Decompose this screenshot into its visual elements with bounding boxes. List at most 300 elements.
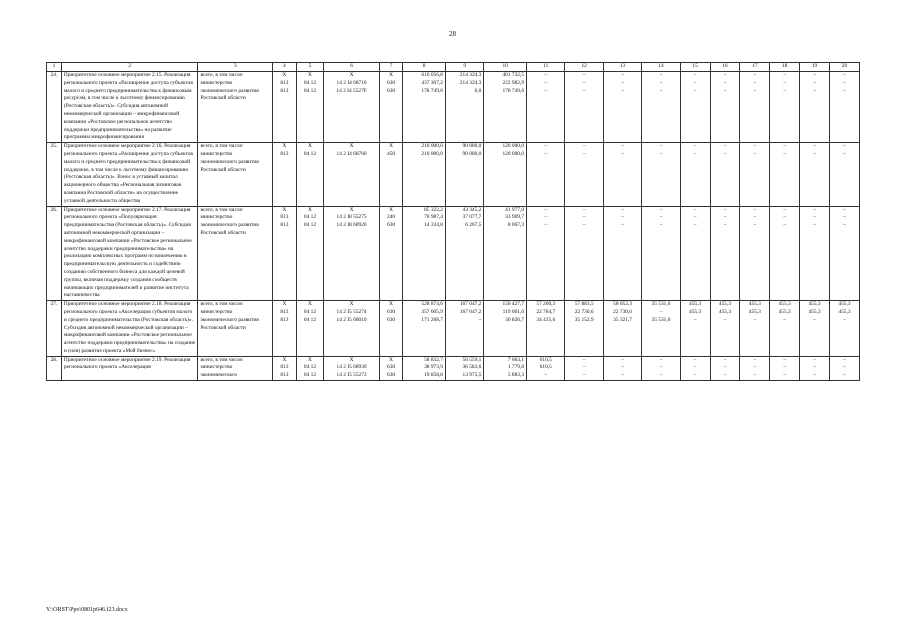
cell-line: – (582, 87, 586, 94)
table-row (47, 301, 860, 357)
cell-c10 (484, 206, 527, 301)
cell-line: 58 052,3 (613, 301, 632, 308)
cell-line: – (723, 316, 727, 323)
cell-line: 630 (387, 316, 396, 323)
cell-line: 813 (280, 79, 289, 86)
cell-line: – (783, 206, 787, 213)
cell-line: – (723, 72, 727, 78)
cell-year-18 (770, 72, 800, 143)
cell-line: – (843, 372, 846, 379)
cell-line: – (621, 150, 624, 157)
cell-year-12 (565, 356, 603, 380)
cell-line: – (783, 316, 787, 323)
cell-line: 38 973,9 (424, 364, 443, 371)
cell-year-16 (710, 143, 740, 206)
cell-line: 8 067,3 (507, 222, 525, 229)
cell-line: 455,3 (838, 308, 851, 315)
cell-line: – (843, 222, 846, 229)
cell-line: – (843, 356, 846, 363)
cell-line: 04 12 (303, 214, 317, 221)
cell-line: 813 (280, 214, 289, 221)
cell-c3 (198, 301, 273, 357)
column-header: 18 (770, 63, 800, 72)
cell-line: 58 832,7 (424, 356, 443, 363)
cell-line: – (753, 372, 757, 379)
cell-line: X (282, 301, 287, 308)
cell-line: – (783, 143, 787, 150)
column-header: 14 (642, 63, 680, 72)
cell-line: 455,3 (808, 301, 821, 308)
cell-line: 35 531,6 (651, 301, 671, 308)
cell-c10 (484, 301, 527, 357)
cell-line: – (621, 72, 624, 78)
cell-line: – (544, 206, 548, 213)
cell-year-16 (710, 356, 740, 380)
cell-line: – (659, 222, 663, 229)
cell-line: 167 047,2 (459, 301, 482, 308)
cell-line: – (621, 87, 624, 94)
cell-line: 630 (387, 79, 396, 86)
executor-line: министерство экономического развития Ростовской области (200, 308, 259, 331)
cell-line: 455,3 (718, 301, 732, 308)
cell-c3 (198, 356, 273, 380)
measure-description: Приоритетное основное мероприятие 2.18. Реализация регионального проекта «Акселерация субъектов малого и среднего предпринимательства (Ростовская область)». Субсидия автономной некоммерческой организации – микрофинансовой компании «Ростовское региональное агентство поддержки предпринимательства» на создание и (или) развитие проекта «Мой бизнес» (61, 301, 198, 357)
cell-line: 813 (280, 308, 289, 315)
cell-year-12 (565, 206, 603, 301)
budget-table (46, 62, 860, 381)
cell-line: 04 12 (303, 87, 317, 94)
cell-line: 222 982,9 (502, 79, 525, 86)
cell-line: 171 268,7 (421, 316, 443, 323)
cell-line: 0,0 (474, 87, 482, 94)
executor-line: всего, в том числе: (200, 72, 244, 78)
cell-line: X (389, 72, 394, 78)
cell-line: – (813, 206, 816, 213)
cell-line: – (843, 143, 846, 150)
cell-line: – (723, 214, 727, 221)
cell-year-13 (603, 356, 641, 380)
cell-year-18 (770, 301, 800, 357)
cell-line: – (783, 79, 787, 86)
cell-line: – (783, 364, 787, 371)
cell-line: 813 (280, 316, 289, 323)
cell-line: 14 2 I4 68710 (336, 79, 367, 86)
cell-year-19 (800, 356, 830, 380)
cell-line: X (282, 143, 287, 150)
cell-line: – (693, 206, 697, 213)
cell-line: 04 12 (303, 222, 317, 229)
cell-line: – (693, 316, 697, 323)
cell-year-16 (710, 206, 740, 301)
cell-line: 14 2 I5 68930 (336, 364, 367, 371)
cell-c4 (273, 301, 296, 357)
cell-line: 630 (387, 372, 396, 379)
executor-line: министерство экономического развития Ростовской области (200, 79, 259, 102)
cell-line: X (308, 143, 312, 150)
column-header: 3 (198, 63, 273, 72)
cell-line: – (813, 79, 816, 86)
cell-line: 22 730,6 (574, 308, 594, 315)
cell-line: – (693, 364, 697, 371)
cell-line: – (693, 79, 697, 86)
cell-c8 (403, 72, 446, 143)
cell-line: 35 152,9 (574, 316, 594, 323)
column-number-row (47, 63, 860, 72)
cell-line: – (813, 87, 816, 94)
cell-line: – (783, 356, 787, 363)
cell-line: 357 605,9 (421, 308, 443, 315)
cell-line: – (753, 143, 757, 150)
cell-line: – (544, 150, 548, 157)
cell-line: X (389, 206, 394, 213)
cell-line: – (753, 72, 757, 78)
cell-line: X (349, 143, 354, 150)
column-header: 20 (829, 63, 859, 72)
cell-year-11 (527, 356, 565, 380)
cell-c10 (484, 72, 527, 143)
cell-line: 455,3 (689, 301, 702, 308)
cell-line: – (753, 222, 757, 229)
cell-c5 (296, 301, 324, 357)
column-header: 19 (800, 63, 830, 72)
cell-year-19 (800, 143, 830, 206)
cell-line: 41 977,0 (505, 206, 525, 213)
cell-line: 178 749,6 (502, 87, 525, 94)
cell-line: 630 (387, 222, 396, 229)
cell-line: – (544, 222, 548, 229)
cell-line: 04 12 (303, 308, 317, 315)
cell-line: – (582, 143, 586, 150)
cell-line: – (621, 356, 624, 363)
cell-line: – (723, 364, 727, 371)
cell-line: – (582, 364, 586, 371)
cell-line: – (582, 72, 586, 78)
cell-year-17 (740, 356, 770, 380)
cell-line: 22 730,6 (613, 308, 632, 315)
executor-line: всего, в том числе: (200, 206, 244, 213)
cell-line: 35 321,7 (613, 316, 632, 323)
cell-line: X (308, 72, 312, 78)
cell-c7 (379, 72, 402, 143)
cell-line: 70 987,4 (424, 214, 443, 221)
cell-line: X (282, 206, 287, 213)
cell-line: 14 334,8 (424, 222, 443, 229)
table-row (47, 356, 860, 380)
cell-line: X (282, 356, 287, 363)
cell-c10 (484, 356, 527, 380)
cell-c5 (296, 356, 324, 380)
cell-line: X (349, 356, 354, 363)
cell-year-19 (800, 206, 830, 301)
cell-line: – (783, 150, 787, 157)
cell-line: 401 732,5 (502, 72, 525, 78)
cell-line: – (783, 72, 787, 78)
cell-line: – (693, 150, 697, 157)
cell-line: – (621, 143, 624, 150)
cell-c5 (296, 206, 324, 301)
column-header: 4 (273, 63, 296, 72)
measure-description: Приоритетное основное мероприятие 2.15. Реализация регионального проекта «Расширение доступа субъектов малого и среднего предпринимательства к финансовым ресурсам, в том числе к льготному финансированию (Ростовская область)». Субсидия автономной некоммерческой организации – микрофинансовой компании «Ростовское региональное агентство поддержки предпринимательства» на развитие программы микрофинансирования (61, 72, 198, 143)
cell-line: 455,3 (689, 308, 702, 315)
cell-line: – (659, 143, 663, 150)
cell-line: 04 12 (303, 150, 317, 157)
cell-year-12 (565, 143, 603, 206)
cell-year-18 (770, 356, 800, 380)
cell-c3 (198, 72, 273, 143)
cell-line: – (813, 143, 816, 150)
cell-line: – (723, 79, 727, 86)
cell-line: – (659, 79, 663, 86)
cell-c8 (403, 356, 446, 380)
cell-line: 119 601,0 (502, 308, 525, 315)
cell-line: – (621, 372, 624, 379)
cell-line: 630 (387, 87, 396, 94)
row-number: 27. (47, 301, 62, 357)
cell-line: 813 (280, 87, 289, 94)
cell-line: 36 583,6 (462, 364, 482, 371)
cell-line: – (843, 72, 846, 78)
column-header: 17 (740, 63, 770, 72)
cell-line: 1 779,8 (507, 364, 525, 371)
cell-year-14 (642, 143, 680, 206)
cell-line: 50 559,1 (462, 356, 482, 363)
cell-c9 (445, 206, 483, 301)
column-header: 13 (603, 63, 641, 72)
cell-year-13 (603, 72, 641, 143)
cell-line: – (621, 79, 624, 86)
cell-year-16 (710, 301, 740, 357)
cell-line: – (582, 214, 586, 221)
cell-line: 437 307,2 (421, 79, 443, 86)
cell-line: X (389, 356, 394, 363)
cell-line: – (843, 79, 846, 86)
cell-line: X (308, 301, 312, 308)
cell-line: – (753, 214, 757, 221)
cell-line: – (783, 372, 787, 379)
cell-line: 5 883,3 (507, 372, 525, 379)
cell-line: 813 (280, 364, 289, 371)
cell-line: – (659, 87, 663, 94)
cell-c6 (324, 356, 379, 380)
cell-line: – (544, 143, 548, 150)
cell-line: – (621, 364, 624, 371)
cell-line: 34 435,6 (536, 316, 556, 323)
cell-line: – (478, 316, 482, 323)
cell-year-18 (770, 206, 800, 301)
cell-c6 (324, 206, 379, 301)
executor-line: министерство экономического развития Ростовской области (200, 150, 259, 173)
cell-line: – (813, 356, 816, 363)
cell-line: 14 2 I4 5527F (336, 87, 367, 94)
cell-c9 (445, 72, 483, 143)
cell-line: 19 858,8 (424, 372, 443, 379)
cell-line: – (582, 222, 586, 229)
cell-line: – (621, 222, 624, 229)
cell-line: – (659, 150, 663, 157)
table-row (47, 72, 860, 143)
cell-line: 33 909,7 (505, 214, 525, 221)
cell-line: 14 2 I5 55274 (336, 308, 367, 315)
cell-line: – (753, 87, 757, 94)
cell-line: 813 (280, 372, 289, 379)
cell-line: 35 531,6 (651, 316, 671, 323)
cell-line: – (659, 364, 663, 371)
cell-c9 (445, 356, 483, 380)
cell-line: – (753, 356, 757, 363)
column-header: 5 (296, 63, 324, 72)
cell-year-15 (680, 206, 710, 301)
cell-line: 04 12 (303, 316, 317, 323)
cell-c8 (403, 301, 446, 357)
executor-line: всего, в том числе: (200, 356, 244, 363)
cell-line: – (659, 356, 663, 363)
column-header: 9 (445, 63, 483, 72)
cell-c5 (296, 72, 324, 143)
row-number: 24. (47, 72, 62, 143)
cell-line: 85 322,2 (424, 206, 443, 213)
cell-line: – (621, 214, 624, 221)
cell-line: 813 (280, 222, 289, 229)
cell-year-17 (740, 143, 770, 206)
cell-line: – (813, 316, 816, 323)
cell-c4 (273, 356, 296, 380)
cell-year-15 (680, 72, 710, 143)
executor-line: всего, в том числе: (200, 143, 244, 150)
cell-year-15 (680, 143, 710, 206)
cell-year-13 (603, 301, 641, 357)
cell-year-12 (565, 301, 603, 357)
cell-line: 43 345,2 (462, 206, 482, 213)
cell-line: 610,5 (539, 356, 552, 363)
measure-description: Приоритетное основное мероприятие 2.19. Реализация регионального проекта «Акселерация (61, 356, 198, 380)
cell-line: – (659, 214, 663, 221)
cell-line: 14 2 I4 68760 (336, 150, 367, 157)
cell-line: X (389, 143, 394, 150)
cell-line: 04 12 (303, 372, 317, 379)
cell-line: – (723, 356, 727, 363)
cell-line: 13 975,5 (462, 372, 482, 379)
cell-year-20 (829, 301, 859, 357)
cell-line: 57 883,5 (574, 301, 594, 308)
cell-line: 14 2 I8 68920 (336, 222, 367, 229)
cell-year-11 (527, 143, 565, 206)
cell-line: 210 000,0 (421, 150, 443, 157)
cell-line: – (659, 72, 663, 78)
cell-c7 (379, 301, 402, 357)
cell-year-14 (642, 72, 680, 143)
cell-c8 (403, 206, 446, 301)
cell-line: 455,3 (748, 301, 761, 308)
cell-line: – (843, 87, 846, 94)
cell-c7 (379, 206, 402, 301)
cell-year-11 (527, 206, 565, 301)
cell-line: – (753, 79, 757, 86)
cell-line: 04 12 (303, 364, 317, 371)
column-header: 1 (47, 63, 62, 72)
cell-year-15 (680, 356, 710, 380)
cell-line: – (582, 79, 586, 86)
cell-line: 7 663,1 (507, 356, 525, 363)
cell-line: 90 000,0 (462, 143, 482, 150)
cell-line: – (693, 87, 697, 94)
cell-line: – (843, 214, 846, 221)
cell-line: – (544, 79, 548, 86)
cell-line: 04 12 (303, 79, 317, 86)
cell-c6 (324, 143, 379, 206)
cell-line: – (693, 143, 697, 150)
cell-line: – (621, 206, 624, 213)
cell-year-17 (740, 301, 770, 357)
cell-year-17 (740, 206, 770, 301)
cell-line: 167 047,2 (459, 308, 482, 315)
cell-year-16 (710, 72, 740, 143)
cell-line: 455,3 (718, 308, 732, 315)
cell-c4 (273, 206, 296, 301)
cell-line: 240 (387, 214, 396, 221)
page-number: 28 (449, 30, 456, 38)
cell-line: – (544, 72, 548, 78)
cell-c7 (379, 356, 402, 380)
cell-year-11 (527, 72, 565, 143)
cell-year-15 (680, 301, 710, 357)
cell-c6 (324, 301, 379, 357)
cell-line: – (723, 150, 727, 157)
cell-line: 30 826,7 (505, 316, 525, 323)
cell-line: – (693, 372, 697, 379)
table-row (47, 143, 860, 206)
cell-line: 455,3 (778, 301, 791, 308)
cell-line: – (693, 214, 697, 221)
executor-line: министерство экономического (200, 364, 238, 379)
cell-line: 455,3 (778, 308, 791, 315)
row-number: 25. (47, 143, 62, 206)
cell-c10 (484, 143, 527, 206)
cell-year-20 (829, 356, 859, 380)
column-header: 10 (484, 63, 527, 72)
cell-line: 455,3 (838, 301, 851, 308)
cell-line: – (723, 143, 727, 150)
cell-line: 150 427,7 (502, 301, 525, 308)
table-row (47, 206, 860, 301)
cell-line: – (753, 206, 757, 213)
cell-line: 455,3 (808, 308, 821, 315)
executor-line: всего, в том числе: (200, 301, 244, 308)
cell-line: – (783, 222, 787, 229)
column-header: 7 (379, 63, 402, 72)
cell-line: 120 000,0 (502, 143, 525, 150)
cell-c7 (379, 143, 402, 206)
cell-line: 455,3 (748, 308, 761, 315)
cell-line: 14 2 I5 55273 (336, 372, 367, 379)
column-header: 2 (61, 63, 198, 72)
cell-line: – (659, 372, 663, 379)
cell-c4 (273, 72, 296, 143)
executor-line: министерство экономического развития Ростовской области (200, 214, 259, 236)
cell-line: – (659, 206, 663, 213)
cell-line: 450 (387, 150, 396, 157)
cell-line: 37 077,7 (462, 214, 482, 221)
cell-line: 630 (387, 308, 396, 315)
cell-line: – (813, 364, 816, 371)
cell-line: 14 2 I5 68010 (336, 316, 367, 323)
cell-line: 214 324,3 (459, 72, 482, 78)
cell-line: 178 749,6 (421, 87, 443, 94)
cell-line: 6 267,5 (465, 222, 482, 229)
cell-line: – (843, 206, 846, 213)
cell-year-19 (800, 72, 830, 143)
cell-c4 (273, 143, 296, 206)
cell-line: 22 764,7 (536, 308, 556, 315)
